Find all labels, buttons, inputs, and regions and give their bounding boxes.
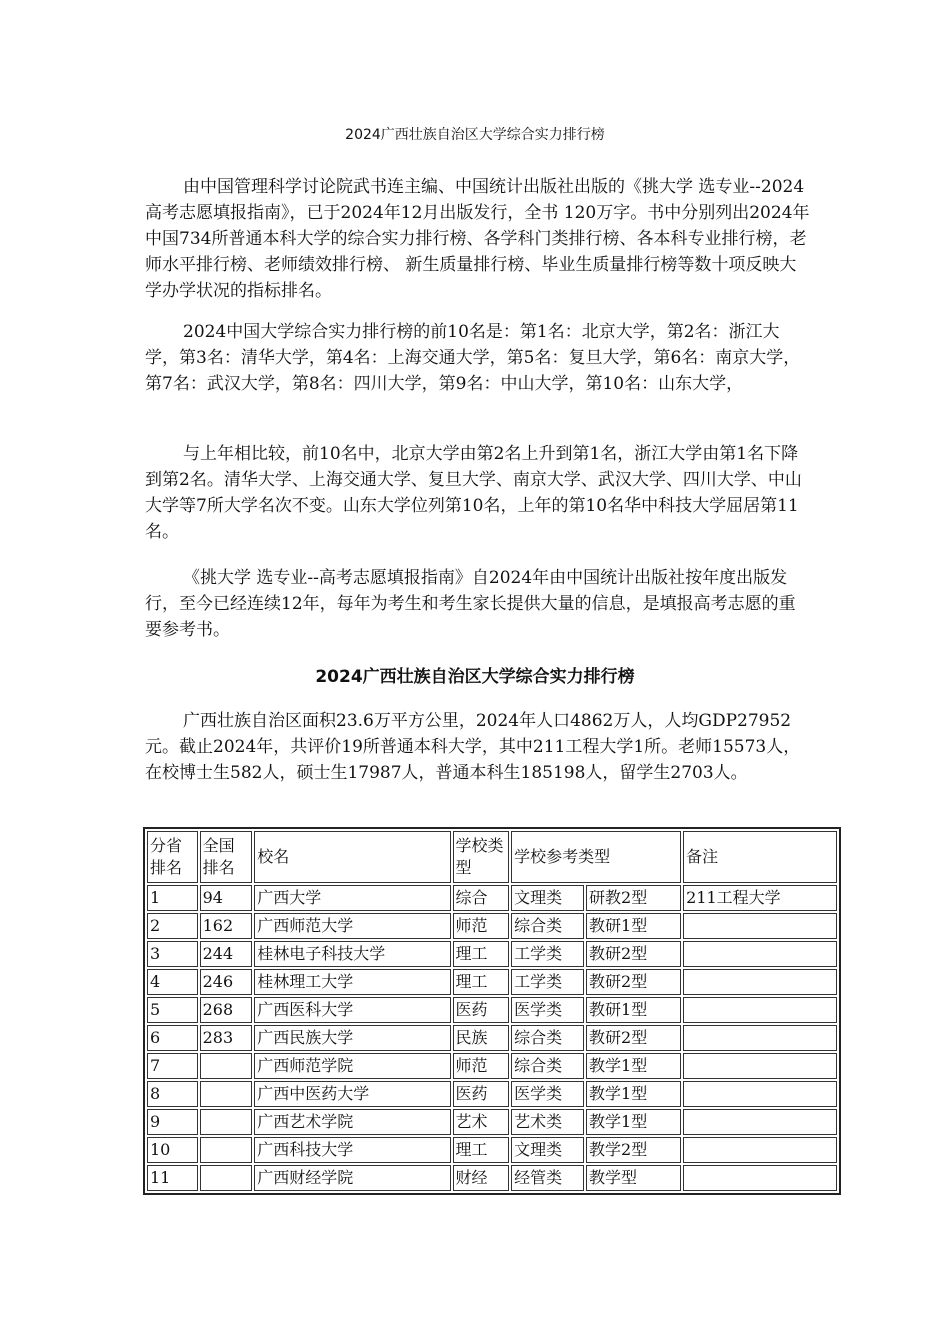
- nat-rank-cell: [200, 1109, 253, 1135]
- school-name-cell: 桂林理工大学: [254, 969, 450, 995]
- ref-level-cell: 教研1型: [586, 997, 681, 1023]
- ref-level-cell: 教研1型: [586, 913, 681, 939]
- school-type-cell: 民族: [453, 1025, 510, 1051]
- table-row: [147, 1137, 837, 1163]
- table-row: [147, 913, 837, 939]
- ref-level-cell: 研教2型: [586, 885, 681, 911]
- prov-rank-cell: 11: [147, 1165, 198, 1191]
- school-type-cell: 师范: [453, 913, 510, 939]
- header-prov-rank: 分省排名: [147, 831, 198, 883]
- remark-cell: [683, 941, 837, 967]
- remark-cell: [683, 969, 837, 995]
- prov-rank-cell: 6: [147, 1025, 198, 1051]
- school-type-cell: 理工: [453, 969, 510, 995]
- nat-rank-cell: [200, 1081, 253, 1107]
- remark-cell: [683, 1109, 837, 1135]
- table-row: [147, 885, 837, 911]
- nat-rank-cell: 162: [200, 913, 253, 939]
- table-row: [147, 969, 837, 995]
- ref-category-cell: 综合类: [511, 913, 584, 939]
- table-header-row: [147, 831, 837, 883]
- ref-level-cell: 教研2型: [586, 941, 681, 967]
- school-name-cell: 广西艺术学院: [254, 1109, 450, 1135]
- header-school-type: 学校类型: [453, 831, 510, 883]
- ref-level-cell: 教研2型: [586, 1025, 681, 1051]
- prov-rank-cell: 2: [147, 913, 198, 939]
- school-type-cell: 医药: [453, 1081, 510, 1107]
- school-type-cell: 艺术: [453, 1109, 510, 1135]
- nat-rank-cell: 283: [200, 1025, 253, 1051]
- school-type-cell: 师范: [453, 1053, 510, 1079]
- book-paragraph: 《挑大学 选专业--高考志愿填报指南》自2024年由中国统计出版社按年度出版发行，至今已经连续12年，每年为考生和考生家长提供大量的信息，是填报高考志愿的重要参考书。: [145, 568, 796, 640]
- table-row: [147, 1025, 837, 1051]
- ranking-table-frame: [143, 827, 841, 1195]
- ref-category-cell: 工学类: [511, 969, 584, 995]
- school-name-cell: 广西大学: [254, 885, 450, 911]
- nat-rank-cell: [200, 1053, 253, 1079]
- school-type-cell: 综合: [453, 885, 510, 911]
- section-heading: 2024广西壮族自治区大学综合实力排行榜: [315, 667, 635, 687]
- remark-cell: [683, 913, 837, 939]
- school-name-cell: 广西科技大学: [254, 1137, 450, 1163]
- table-row: [147, 1081, 837, 1107]
- school-name-cell: 广西中医药大学: [254, 1081, 450, 1107]
- ref-category-cell: 医学类: [511, 997, 584, 1023]
- ref-category-cell: 工学类: [511, 941, 584, 967]
- ref-category-cell: 文理类: [511, 885, 584, 911]
- ref-level-cell: 教学1型: [586, 1081, 681, 1107]
- nat-rank-cell: 94: [200, 885, 253, 911]
- remark-cell: [683, 1025, 837, 1051]
- ref-level-cell: 教研2型: [586, 969, 681, 995]
- ref-category-cell: 医学类: [511, 1081, 584, 1107]
- remark-cell: [683, 1137, 837, 1163]
- nat-rank-cell: [200, 1165, 253, 1191]
- school-name-cell: 桂林电子科技大学: [254, 941, 450, 967]
- remark-cell: [683, 1165, 837, 1191]
- table-row: [147, 1053, 837, 1079]
- nat-rank-cell: 268: [200, 997, 253, 1023]
- ref-category-cell: 经管类: [511, 1165, 584, 1191]
- school-type-cell: 理工: [453, 1137, 510, 1163]
- document-title: 2024广西壮族自治区大学综合实力排行榜: [345, 127, 605, 143]
- remark-cell: 211工程大学: [683, 885, 837, 911]
- prov-rank-cell: 4: [147, 969, 198, 995]
- school-name-cell: 广西师范学院: [254, 1053, 450, 1079]
- ref-category-cell: 艺术类: [511, 1109, 584, 1135]
- header-remark: 备注: [683, 831, 837, 883]
- prov-rank-cell: 8: [147, 1081, 198, 1107]
- table-row: [147, 997, 837, 1023]
- prov-rank-cell: 3: [147, 941, 198, 967]
- school-type-cell: 财经: [453, 1165, 510, 1191]
- intro-paragraph: 由中国管理科学讨论院武书连主编、中国统计出版社出版的《挑大学 选专业--2024高考志愿填报指南》，已于2024年12月出版发行，全书 120万字。书中分别列出2024年中国734所普通本科大学的综合实力排行榜、各学科门类排行榜、各本科专业排行榜，老师水平排行榜、老师绩效排行榜、 新生质量排行榜、毕业生质量排行榜等数十项反映大学办学状况的指标排名。: [145, 177, 810, 301]
- ref-level-cell: 教学1型: [586, 1053, 681, 1079]
- ref-category-cell: 综合类: [511, 1053, 584, 1079]
- school-name-cell: 广西师范大学: [254, 913, 450, 939]
- top10-paragraph: 2024中国大学综合实力排行榜的前10名是：第1名：北京大学，第2名：浙江大学，第3名：清华大学，第4名：上海交通大学，第5名：复旦大学，第6名：南京大学，第7名：武汉大学，第8名：四川大学，第9名：中山大学，第10名：山东大学，: [145, 322, 801, 394]
- remark-cell: [683, 1053, 837, 1079]
- ref-level-cell: 教学1型: [586, 1109, 681, 1135]
- prov-rank-cell: 1: [147, 885, 198, 911]
- school-name-cell: 广西民族大学: [254, 1025, 450, 1051]
- prov-rank-cell: 7: [147, 1053, 198, 1079]
- nat-rank-cell: 246: [200, 969, 253, 995]
- prov-rank-cell: 9: [147, 1109, 198, 1135]
- table-row: [147, 1109, 837, 1135]
- remark-cell: [683, 1081, 837, 1107]
- ranking-table: [145, 829, 839, 1193]
- ref-category-cell: 文理类: [511, 1137, 584, 1163]
- remark-cell: [683, 997, 837, 1023]
- school-type-cell: 医药: [453, 997, 510, 1023]
- header-nat-rank: 全国排名: [200, 831, 253, 883]
- prov-rank-cell: 5: [147, 997, 198, 1023]
- school-name-cell: 广西财经学院: [254, 1165, 450, 1191]
- ref-category-cell: 综合类: [511, 1025, 584, 1051]
- school-type-cell: 理工: [453, 941, 510, 967]
- header-ref-type: 学校参考类型: [511, 831, 681, 883]
- nat-rank-cell: 244: [200, 941, 253, 967]
- ref-level-cell: 教学2型: [586, 1137, 681, 1163]
- region-stats-paragraph: 广西壮族自治区面积23.6万平方公里，2024年人口4862万人，人均GDP27952元。截止2024年，共评价19所普通本科大学，其中211工程大学1所。老师15573人，在校博士生582人，硕士生17987人，普通本科生185198人，留学生2703人。: [145, 711, 801, 783]
- table-row: [147, 941, 837, 967]
- header-name: 校名: [254, 831, 450, 883]
- comparison-paragraph: 与上年相比较，前10名中，北京大学由第2名上升到第1名，浙江大学由第1名下降到第2名。清华大学、上海交通大学、复旦大学、南京大学、武汉大学、四川大学、中山大学等7所大学名次不变。山东大学位列第10名，上年的第10名华中科技大学屈居第11名。: [145, 444, 802, 542]
- prov-rank-cell: 10: [147, 1137, 198, 1163]
- nat-rank-cell: [200, 1137, 253, 1163]
- table-row: [147, 1165, 837, 1191]
- school-name-cell: 广西医科大学: [254, 997, 450, 1023]
- ref-level-cell: 教学型: [586, 1165, 681, 1191]
